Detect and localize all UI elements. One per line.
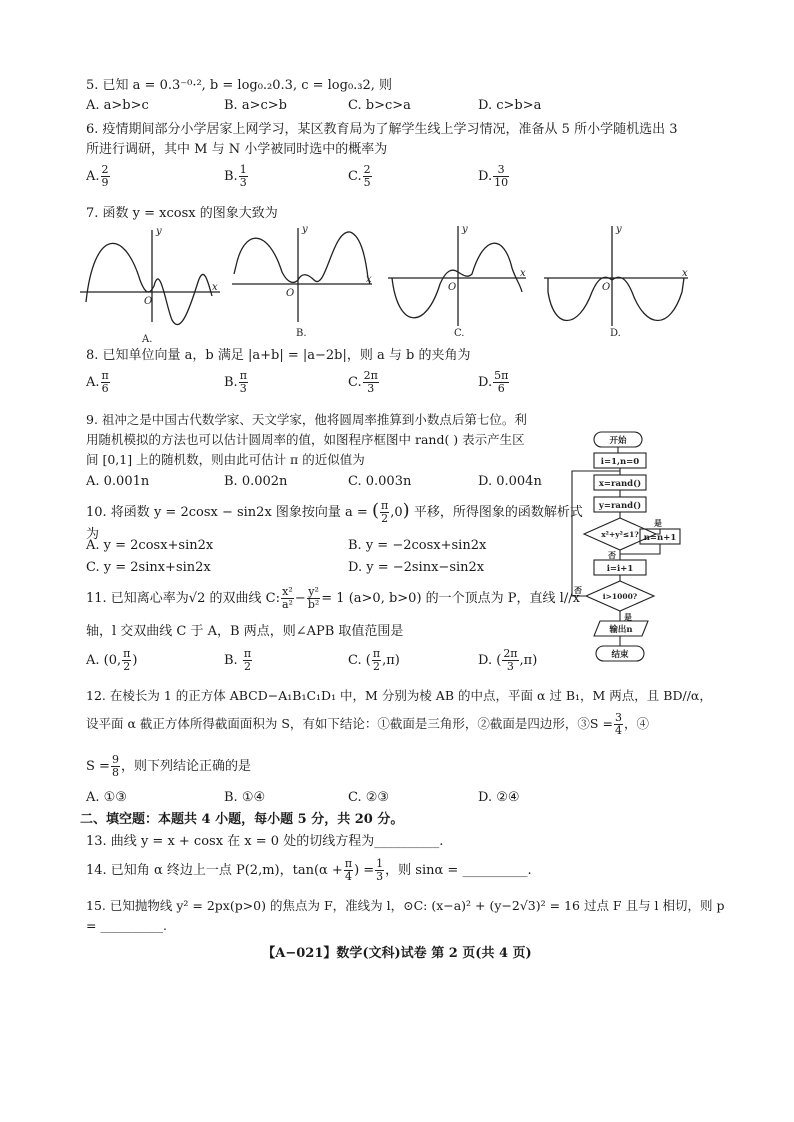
graph-c-origin: O <box>448 282 457 293</box>
flow-y-text: y=rand() <box>598 501 642 511</box>
question-12 <box>86 686 726 706</box>
graph-b <box>232 228 372 322</box>
question-9-text-line3: 间 [0,1] 上的随机数，则由此可估计 π 的近似值为 <box>86 452 365 467</box>
question-8-text: 8. 已知单位向量 a，b 满足 |a+b| = |a−2b|，则 a 与 b 的夹角为 <box>86 348 471 363</box>
question-6 <box>86 120 726 160</box>
q5-option-c: C. b>c>a <box>348 98 411 113</box>
question-6-text-line2: 所进行调研，其中 M 与 N 小学被同时选中的概率为 <box>86 142 388 157</box>
question-12-text-line2: 设平面 α 截正方体所得截面面积为 S，有如下结论：①截面是三角形，②截面是四边形，③S = <box>86 716 613 731</box>
graph-c-x-label: x <box>520 268 526 279</box>
question-12-text: 12. 在棱长为 1 的正方体 ABCD−A₁B₁C₁D₁ 中，M 分别为棱 AB 的中点，平面 α 过 B₁，M 两点，且 BD//α， <box>86 688 712 703</box>
graph-a-origin: O <box>144 296 153 307</box>
graph-a-y-label: y <box>156 226 162 237</box>
q12-option-d: D. ②④ <box>478 790 520 805</box>
q8-option-d: D. $\frac{5\pi}{6}$ <box>478 369 509 395</box>
graph-b-x-label: x <box>366 274 372 285</box>
graph-c <box>388 226 526 326</box>
question-11: 11. 已知离心率为√2 的双曲线 C: $\frac{\text{x²}}{\text{a²}}$ − $\frac{\text{y²}}{\text{b²}}$ = 1 (a>0, b>0) 的一个顶点为 P，直线 l//x <box>86 585 580 611</box>
flow-start-text: 开始 <box>609 436 627 446</box>
q8-option-b: B. $\frac{\pi}{3}$ <box>224 369 247 395</box>
question-15 <box>86 896 726 936</box>
q9-option-d: D. 0.004n <box>478 474 542 489</box>
question-10-text-a: 10. 将函数 y = 2cosx − sin2x 图象按向量 a = <box>86 505 368 520</box>
question-9-text: 9. 祖冲之是中国古代数学家、天文学家，他将圆周率推算到小数点后第七位。利 <box>86 412 527 427</box>
graph-d-x-label: x <box>682 268 688 279</box>
q9-option-a: A. 0.001n <box>86 474 150 489</box>
q12-option-b: B. ①④ <box>224 790 266 805</box>
question-12-line2: 设平面 α 截正方体所得截面面积为 S，有如下结论：①截面是三角形，②截面是四边形，③S = $\frac{3}{4}$ ，④ <box>86 711 649 737</box>
graph-d-origin: O <box>602 282 611 293</box>
page-footer: 【A−021】数学(文科)试卷 第 2 页(共 4 页) <box>262 946 532 961</box>
flow-no-label: 否 <box>608 550 616 560</box>
flow-yes-label: 是 <box>654 518 662 528</box>
q5-option-b: B. a>c>b <box>224 98 287 113</box>
question-5-text: 5. 已知 a = 0.3⁻⁰·², b = log₀.₂0.3, c = log₀.₃2, 则 <box>86 78 393 93</box>
q9-flowchart <box>566 430 686 670</box>
question-12-line3: S = $\frac{9}{8}$ ，则下列结论正确的是 <box>86 753 251 779</box>
flow-cond2-text: i>1000? <box>602 592 638 601</box>
q10-option-a: A. y = 2cosx+sin2x <box>86 538 214 553</box>
question-8-options <box>86 370 606 404</box>
question-11-options <box>86 648 586 682</box>
graph-b-origin: O <box>286 288 295 299</box>
q6-option-c: C. $\frac{2}{5}$ <box>348 163 371 189</box>
question-13: 13. 曲线 y = x + cosx 在 x = 0 处的切线方程为__________. <box>86 834 444 849</box>
q10-option-c: C. y = 2sinx+sin2x <box>86 560 211 575</box>
question-15-text-line2: = __________. <box>86 918 167 933</box>
graph-b-y-label: y <box>302 224 308 235</box>
q6-option-a: A. $\frac{2}{9}$ <box>86 163 109 189</box>
graph-d-label: D. <box>610 328 621 339</box>
question-11-text-b: = 1 (a>0, b>0) 的一个顶点为 P，直线 l//x <box>321 591 580 606</box>
question-14: 14. 已知角 α 终边上一点 P(2,m)，tan(α + $\frac{\pi}{4}$ ) = $\frac{1}{3}$ ，则 sinα = __________. <box>86 857 532 883</box>
q12-option-c: C. ②③ <box>348 790 390 805</box>
graph-a-x-label: x <box>212 282 218 293</box>
question-6-text: 6. 疫情期间部分小学居家上网学习，某区教育局为了解学生线上学习情况，准备从 5 所小学随机选出 3 <box>86 122 678 137</box>
q9-option-c: C. 0.003n <box>348 474 412 489</box>
flow-inc-n-text: n=n+1 <box>643 533 677 543</box>
q10-option-b: B. y = −2cosx+sin2x <box>348 538 487 553</box>
graph-a-label: A. <box>142 334 153 344</box>
q6-option-b: B. $\frac{1}{3}$ <box>224 163 247 189</box>
flow-init-text: i=1,n=0 <box>600 457 640 467</box>
q6-option-d: D. $\frac{3}{10}$ <box>478 163 509 189</box>
q5-option-a: A. a>b>c <box>86 98 149 113</box>
question-7 <box>86 204 686 224</box>
flow-x-text: x=rand() <box>598 479 642 489</box>
question-10-text-b: 平移，所得图象的函数解析式为 <box>86 505 583 542</box>
graph-d-y-label: y <box>616 224 622 235</box>
flow-no2-label: 否 <box>574 585 582 595</box>
question-11-line2 <box>86 622 566 642</box>
flow-output-text: 输出n <box>609 625 633 635</box>
q11-option-b: B. $\frac{\pi}{2}$ <box>224 647 252 673</box>
graph-b-label: B. <box>296 328 307 339</box>
question-12-text-line3: ，则下列结论正确的是 <box>120 759 251 774</box>
q7-graphs <box>80 222 700 344</box>
graph-d <box>544 226 688 326</box>
flow-inc-i-text: i=i+1 <box>606 564 634 574</box>
question-8 <box>86 346 686 366</box>
q8-option-c: C. $\frac{2\pi}{3}$ <box>348 369 378 395</box>
flow-end-text: 结束 <box>611 650 629 660</box>
graph-c-y-label: y <box>462 224 468 235</box>
question-9-text-line2: 用随机模拟的方法也可以估计圆周率的值，如图程序框图中 rand( ) 表示产生区 <box>86 432 525 447</box>
q8-option-a: A. $\frac{\pi}{6}$ <box>86 369 109 395</box>
question-11-text-line2: 轴，l 交双曲线 C 于 A，B 两点，则∠APB 取值范围是 <box>86 624 404 639</box>
question-5 <box>86 76 686 96</box>
question-6-options <box>86 164 606 198</box>
q12-option-a: A. ①③ <box>86 790 127 805</box>
graph-a <box>80 230 220 325</box>
q11-option-a: A. (0, $\frac{\pi}{2}$ ) <box>86 647 138 673</box>
question-9 <box>86 410 566 470</box>
question-7-text: 7. 函数 y = xcosx 的图象大致为 <box>86 206 278 221</box>
q5-option-d: D. c>b>a <box>478 98 542 113</box>
flow-cond1-text: x²+y²≤1? <box>601 530 639 539</box>
question-9-options <box>86 474 606 502</box>
q10-option-d: D. y = −2sinx−sin2x <box>348 560 485 575</box>
q11-option-c: C. ( $\frac{\pi}{2}$ ,π) <box>348 647 400 673</box>
question-10-options <box>86 538 556 582</box>
question-10: 10. 将函数 y = 2cosx − sin2x 图象按向量 a = ( $\frac{\pi}{2}$ ,0) 平移，所得图象的函数解析式为 <box>86 499 583 542</box>
flow-yes2-label: 是 <box>624 612 632 622</box>
graph-c-label: C. <box>454 328 465 339</box>
question-11-text-a: 11. 已知离心率为√2 的双曲线 C: <box>86 591 280 606</box>
q9-option-b: B. 0.002n <box>224 474 288 489</box>
q11-option-d: D. ( $\frac{2\pi}{3}$ ,π) <box>478 647 538 673</box>
section-2-heading: 二、填空题：本题共 4 小题，每小题 5 分，共 20 分。 <box>80 812 404 827</box>
question-15-text: 15. 已知抛物线 y² = 2px(p>0) 的焦点为 F，准线为 l，⊙C: (x−a)² + (y−2√3)² = 16 过点 F 且与 l 相切，则 p <box>86 898 725 913</box>
